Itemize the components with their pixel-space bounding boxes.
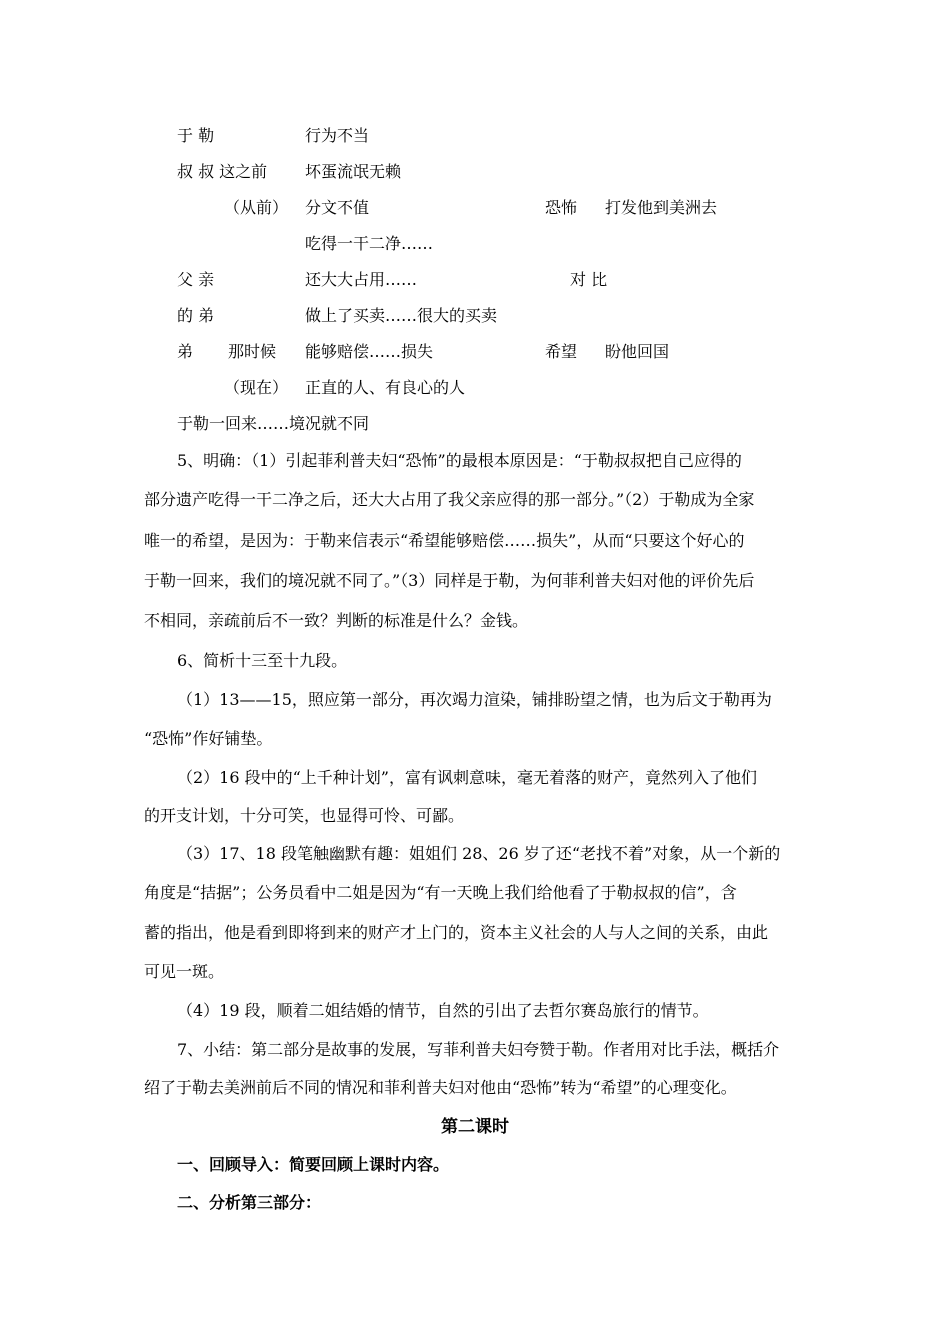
diagram-text: 正直的人、有良心的人 — [305, 378, 466, 397]
diagram-text: 打发他到美洲去 — [605, 198, 718, 217]
text-line: 唯一的希望，是因为：于勒来信表示“希望能够赔偿……损失”，从而“只要这个好心的 — [144, 531, 745, 550]
diagram-text: 能够赔偿……损失 — [305, 342, 434, 361]
diagram-label-di: 弟 — [177, 342, 194, 361]
text-line: 部分遗产吃得一干二净之后，还大大占用了我父亲应得的那一部分。”（2）于勒成为全家 — [144, 490, 755, 509]
text-line: （3）17、18 段笔触幽默有趣：姐姐们 28、26 岁了还“老找不着”对象，从一个新的 — [177, 844, 781, 863]
diagram-label-hope: 希望 — [545, 342, 578, 361]
text-line: 于勒一回来，我们的境况就不同了。”（3）同样是于勒，为何菲利普夫妇对他的评价先后 — [144, 571, 755, 590]
text-line: 角度是“拮据”；公务员看中二姐是因为“有一天晚上我们给他看了于勒叔叔的信”，含 — [144, 883, 737, 902]
diagram-text: 吃得一干二净…… — [305, 234, 434, 253]
diagram-summary: 于勒一回来……境况就不同 — [177, 414, 370, 433]
text-line: 可见一斑。 — [144, 962, 225, 981]
diagram-text: 做上了买卖……很大的买卖 — [305, 306, 498, 325]
item-one: 一、回顾导入：简要回顾上课时内容。 — [177, 1155, 450, 1174]
text-line: 7、小结：第二部分是故事的发展，写菲利普夫妇夸赞于勒。作者用对比手法，概括介 — [177, 1040, 780, 1059]
text-line: （1）13——15，照应第一部分，再次竭力渲染，铺排盼望之情，也为后文于勒再为 — [177, 690, 772, 709]
diagram-label-then: 那时候 — [228, 342, 277, 361]
paragraph-6-title: 6、简析十三至十九段。 — [177, 651, 348, 670]
diagram-label-father: 父 亲 — [177, 270, 215, 289]
text-line: （2）16 段中的“上千种计划”，富有讽刺意味，毫无着落的财产，竟然列入了他们 — [177, 768, 757, 787]
text-line: 蓄的指出，他是看到即将到来的财产才上门的，资本主义社会的人与人之间的关系，由此 — [144, 923, 769, 942]
diagram-text: 盼他回国 — [605, 342, 670, 361]
diagram-text: 行为不当 — [305, 126, 370, 145]
section-title: 第二课时 — [441, 1117, 509, 1137]
diagram-label-fear: 恐怖 — [545, 198, 578, 217]
diagram-label-past: （从前） — [224, 198, 289, 217]
diagram-label-shushu: 叔 叔 这之前 — [177, 162, 268, 181]
diagram-label-de-di: 的 弟 — [177, 306, 215, 325]
diagram-label-contrast: 对 比 — [570, 270, 608, 289]
diagram-label-now: （现在） — [224, 378, 289, 397]
text-line: 5、明确：（1）引起菲利普夫妇“恐怖”的最根本原因是：“于勒叔叔把自己应得的 — [177, 451, 742, 470]
diagram-label-yule: 于 勒 — [177, 126, 215, 145]
diagram-text: 坏蛋流氓无赖 — [305, 162, 402, 181]
diagram-text: 分文不值 — [305, 198, 370, 217]
item-two: 二、分析第三部分： — [177, 1193, 322, 1212]
text-line: 不相同，亲疏前后不一致？判断的标准是什么？金钱。 — [144, 611, 529, 630]
text-line: 的开支计划，十分可笑，也显得可怜、可鄙。 — [144, 806, 465, 825]
text-line: 绍了于勒去美洲前后不同的情况和菲利普夫妇对他由“恐怖”转为“希望”的心理变化。 — [144, 1078, 737, 1097]
paragraph-6-4: （4）19 段，顺着二姐结婚的情节，自然的引出了去哲尔赛岛旅行的情节。 — [177, 1001, 709, 1020]
diagram-text: 还大大占用…… — [305, 270, 418, 289]
text-line: “恐怖”作好铺垫。 — [144, 729, 273, 748]
